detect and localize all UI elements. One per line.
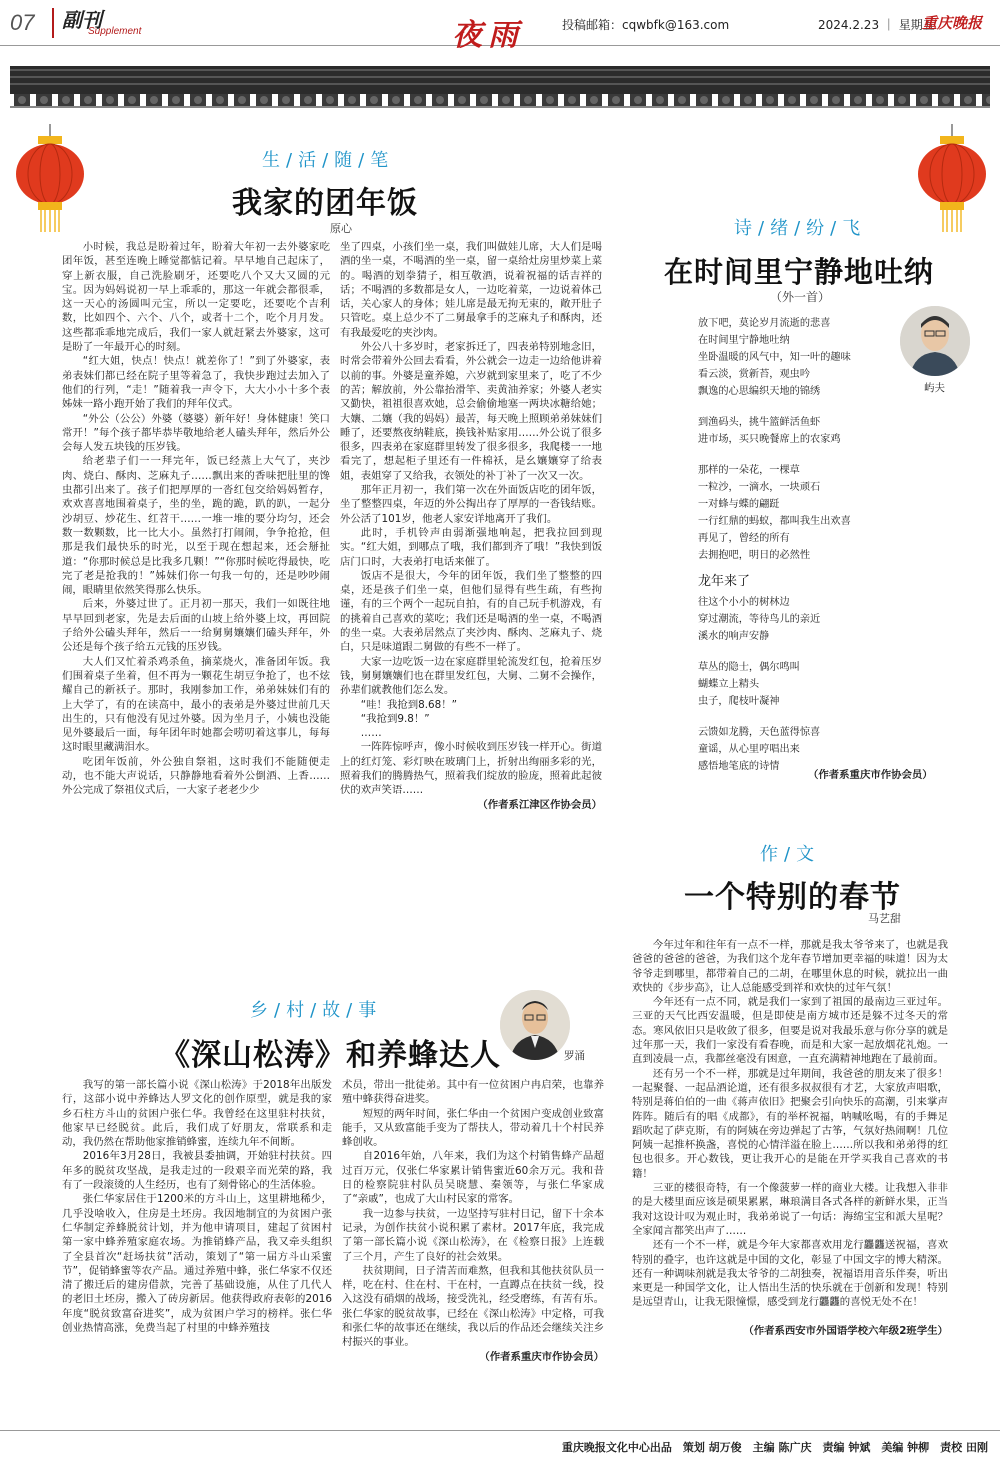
article1-title: 我家的团年饭 <box>232 186 418 221</box>
lantern-right-icon <box>916 124 988 234</box>
author-photo-yufu <box>900 306 970 376</box>
author-photo-luoyong <box>500 990 570 1060</box>
header-divider <box>52 8 54 38</box>
article3-author: 马艺甜 <box>868 912 901 925</box>
article2-signature: （作者系重庆市作协会员） <box>808 769 933 781</box>
article4-column-2: 术员，带出一批徒弟。其中有一位贫困户冉启荣，也靠养殖中蜂获得奋进奖。 短短的两年时间，张仁华由一个贫困户变成创业致富能手，又从致富能手变为了帮扶人，带动着几十个村民养蜂创收。 自2016年始，八年来，我们为这个村销售蜂产品超过百万元，仅张仁华家累计销售蜜近60余万元。我和昔日的检察院驻村队员吴晓慧、秦领等，与张仁华家成了“亲戚”，也成了大山村民家的常客。 我一边参与扶贫，一边坚持写驻村日记，留下十余本记录，为创作扶贫小说积累了素材。2017年底，我完成了第一部长篇小说《深山松涛》，在《检察日报》上连载了三个月，产生了良好的社会效果。 扶贫期间，日子清苦而难熬，但我和其他扶贫队员一样，吃在村、住在村、干在村，一直蹲点在扶贫一线，投入这没有硝烟的战场，接受洗礼，经受磨练，有苦有乐。张仁华家的脱贫故事，已经在《深山松涛》中定格，可我和张仁华的故事还在继续，我以后的作品还会继续关注乡村振兴的事业。 （作者系重庆市作协会员） <box>342 1079 604 1363</box>
poem-2: 往这个小小的树林边 穿过潮流，等待鸟儿的亲近 溪水的响声安静 草丛的隐士，偶尔鸣叫 蝴蝶立上精头 虫子，爬枝叶凝神 云馈如龙腾，天色蓝得惊喜 童谣，从心里哼唱出来 感悟地笔底的诗情 <box>698 597 821 772</box>
poem-2-title: 龙年来了 <box>698 574 751 589</box>
article4-column-1: 我写的第一部长篇小说《深山松涛》于2018年出版发行，这部小说中养蜂达人罗文化的创作原型，就是我的家乡石柱方斗山的贫困户张仁华。我曾经在这里驻村扶贫，他家早已经脱贫。此后，我们成了好朋友，常联系和走动，我仍然在帮助他家推销蜂蜜，连续九年不间断。 2016年3月28日，我被县委抽调，开始驻村扶贫。四年多的脱贫攻坚战，是我走过的一段艰辛而光荣的路，我有了一段滚烫的人生经历，也有了刻骨铭心的生活体验。 张仁华家居住于1200米的方斗山上，这里耕地稀少，几乎没啥收入，住房是土坯房。我因地制宜的为贫困户张仁华制定养蜂脱贫计划，并为他申请项目，建起了贫困村第一家中蜂养殖家庭农场。为推销蜂产品，我又牵头组织了全县首次“赶场扶贫”活动，策划了“第一届方斗山采蜜节”，促销蜂蜜等农产品。通过养殖中蜂，张仁华家不仅还清了搬迁后的建房借款，完善了基础设施，从住了几代人的老旧土坯房，搬入了砖房新居。他获得政府表彰的2016年度“脱贫致富奋进奖”，成为贫困户学习的榜样。张仁华创业热情高涨，免费当起了村里的中蜂养殖技 <box>62 1079 332 1335</box>
article1-column-1: 小时候，我总是盼着过年，盼着大年初一去外婆家吃团年饭，甚至连晚上睡觉都惦记着。早早地自己起床了，穿上新衣服，自己洗脸刷牙，还要吃八个又大又圆的元宝。因为妈妈说初一早上乖乖的，那这一年就会都很乖，这一天心的汤圆叫元宝，所以一定要吃，还要吃个吉利数，比如四个、六个、八个，或者十二个，吃个月月发。这些都乖乖地完成后，我们一家人就赶紧去外婆家，这可是盼了一年最开心的时刻。 “红大姐，快点！快点！就差你了！”到了外婆家，表弟表妹们都已经在院子里等着急了，我快步跑过去加入了他们的行列，“走！”随着我一声令下，大大小小十多个表姊妹一路小跑开始了我们的拜年仪式。 “外公（公公）外婆（婆婆）新年好！身体健康！笑口常开！”每个孩子都毕恭毕敬地给老人磕头拜年，然后外公会每人发五块钱的压岁钱。 给老辈子们一一拜完年，饭已经蒸上大气了，夹沙肉、烧白、酥肉、芝麻丸子……飘出来的香味把肚里的馋虫都引出来了。孩子们把厚厚的一沓红包交给妈妈暂存，欢欢喜喜地围着桌子，坐的坐，跪的跪，趴的趴，一起分沙胡豆、炒花生、红苕干……一堆一堆的要分均匀，还会数一数颗数，比一比大小。虽然打打闹闹，争争抢抢，但那是我们最快乐的时光，以至于现在想起来，还会掰扯道：“你那时候总是比我多几颗！”“你那时候吃得最快，吃完了老是抢我的！”姊妹们你一句我一句的，还是吵吵闹闹，眼睛里依然笑得那么快乐。 后来，外婆过世了。正月初一那天，我们一如既往地早早回到老家，先是去后面的山坡上给外婆上坟，再回院子给外公磕头拜年，然后一一给舅舅孃孃们磕头拜年，外公还是每个孩子给五元钱的压岁钱。 大人们又忙着杀鸡杀鱼，摘菜烧火，准备团年饭。我们围着桌子坐着，但不再为一颗花生胡豆争抢了，也不炫耀自己的新袄子。那时，我刚参加工作，弟弟妹妹们有的上大学了，有的在读高中，最小的表弟是外婆过世前几天出生的，只有他没有见过外婆。因为坐月子，小姨也没能见外婆最后一面，每年团年时她都会唠叨着这事儿，每每这时眼里藏满泪水。 吃团年饭前，外公独自祭祖，这时我们不能随便走动，也不能大声说话，只静静地看着外公倒酒、上香……外公完成了祭祖仪式后，一大家子老老少少 <box>62 241 330 797</box>
section-name-en: Supplement <box>88 26 142 37</box>
page-number: 07 <box>10 10 35 35</box>
roof-tile-band <box>10 66 990 124</box>
page-header <box>0 0 1000 53</box>
article3-body: 今年过年和往年有一点不一样，那就是我太爷爷来了，也就是我爸爸的爸爸的爸爸，为我们这个龙年春节增加更幸福的味道！因为太爷爷走到哪里，都带着自己的二胡，在哪里休息的时候，就拉出一曲欢快的《步步高》，让人总能感受到祥和欢快的过年气氛！ 今年还有一点不同，就是我们一家到了祖国的最南边三亚过年。三亚的天气比西安温暖，但是即使是南方城市还是躲不过冬天的常态。寒风依旧只是收敛了很多，但要是说对我最乐意与你分享的就是过年那一天，我们一家没有看春晚，而是和大家一起放烟花礼炮。一直到凌晨一点，我都丝毫没有困意，一直充满精神地跑在了最前面。 还有另一个不一样，那就是过年期间，我爸爸的朋友来了很多！一起聚餐、一起品酒论道，还有很多叔叔很有才艺，大家放声唱歌，特别是蒋伯伯的一曲《蒋声依旧》把聚会引向快乐的高潮，引来掌声阵阵。随后有的唱《成都》，有的举杯祝福，呐喊吆喝，有的手舞足蹈吹起了萨克斯，有的阿姨在旁边弹起了古筝，气氛好热闹啊！几位阿姨一起推杯换盏，喜悦的心情洋溢在脸上……所以我和弟弟得的红包也很多。开心数钱，更让我开心的是能在开学买我自己喜欢的书籍！ 三亚的楼很奇特，有一个像菠萝一样的商业大楼。让我想入非非的是大楼里面应该是硕果累累，琳琅满目各式各样的新鲜水果，正当我对这设计叹为观止时，我弟弟说了一句话：海绵宝宝和派大星呢？全家闻言都笑出声了…… 还有一个不一样，就是今年大家都喜欢用龙行龘龘送祝福，喜欢特别的叠字，也许这就是中国的文化，彰显了中国文字的博大精深。还有一种调味剂就是我太爷爷的二胡独奏，祝福语用音乐伴奏，听出来更是一种国学文化，让人悟出生活的快乐就在于创新和发现！特别是远望青山，让我无限憧憬，感受到龙行龘龘的喜悦无处不在！ （作者系西安市外国语学校六年级2班学生） <box>632 939 948 1337</box>
column-name: 夜雨 <box>452 18 524 53</box>
newspaper-name: 重庆晚报 <box>922 14 983 32</box>
article2-title: 在时间里宁静地吐纳 <box>664 255 935 289</box>
article2-author: 屿夫 <box>924 382 945 394</box>
poem-1: 放下吧，莫论岁月流逝的悲喜 在时间里宁静地吐纳 坐卧温暖的风气中，知一叶的趣味 看云淡，赏新苔，观虫吟 飘逸的心思编织天地的锦绣 到渔码头，挑牛篮鲜活鱼虾 进市场，买只晚餐席上的农家鸡 那样的一朵花，一棵草 一粒沙，一滴水，一块顽石 一对蜂与蝶的翩跹 一行红鼎的蚂蚁，都叫我生出欢喜 再见了，曾经的所有 去拥抱吧，明日的必然性 <box>698 318 851 561</box>
section-name: 副刊 <box>62 8 102 32</box>
article1-kicker: 生 / 活 / 随 / 笔 <box>262 150 393 171</box>
article2-kicker: 诗 / 绪 / 纷 / 飞 <box>734 218 865 239</box>
article3-title: 一个特别的春节 <box>684 880 901 915</box>
article4-author: 罗涌 <box>564 1050 585 1062</box>
page-footer <box>0 1430 1000 1458</box>
article1-author: 原心 <box>330 222 352 235</box>
footer-credits: 重庆晚报文化中心出品 策划 胡万俊 主编 陈广庆 责编 钟斌 美编 钟柳 责校 田刚 <box>561 1441 988 1454</box>
lantern-left-icon <box>14 124 86 234</box>
article4-kicker: 乡 / 村 / 故 / 事 <box>250 1000 381 1021</box>
article3-kicker: 作 / 文 <box>760 844 819 865</box>
article1-column-2: 坐了四桌，小孩们坐一桌，我们叫做娃儿席，大人们是喝酒的坐一桌，不喝酒的坐一桌，留一桌给灶房里炒菜上菜的。喝酒的划拳猜子，相互敬酒，说着祝福的话吉祥的话；不喝酒的多数都是女人，一边吃着菜，一边说着体己话，关心家人的身体；娃儿席是最无拘无束的，敞开肚子只管吃。桌上总少不了二舅最拿手的芝麻丸子和酥肉，还有我最爱吃的夹沙肉。 外公八十多岁时，老家拆迁了，四表弟特别地念旧，时常会带着外公回去看看，外公就会一边走一边给他讲着以前的事。外婆是童养媳，六岁就到家里来了，吃了不少的苦；解放前，外公靠抬滑竿、卖黄油养家；外婆人老实又勤快，祖祖很喜欢她，总会偷偷地塞一两块冰糖给她；大孃、二孃（我的妈妈）最苦，每天晚上照顾弟弟妹妹们睡了，还要熬夜纳鞋底，换钱补贴家用……外公说了很多很多，四表弟在家庭群里转发了很多很多，我爬楼一一地看完了，想起柜子里还有一件棉袄，是幺孃孃穿了给表姐，表姐穿了又给我，衣领处的补丁补了一次又一次。 那年正月初一，我们第一次在外面饭店吃的团年饭，坐了整整四桌，年迈的外公掏出存了厚厚的一沓钱结账。外公活了101岁，他老人家安详地离开了我们。 此时，手机铃声由弱渐强地响起，把我拉回到现实。“红大姐，到哪点了哦，我们都到齐了哦！”我快到饭店门口时，大表弟打电话来催了。 饭店不是很大，今年的团年饭，我们坐了整整的四桌，还是孩子们坐一桌，但他们显得有些生疏，有些拘谨，有的三个两个一起玩自拍，有的自己玩手机游戏，有的挑着自己喜欢的菜吃；我们还是喝酒的坐一桌，不喝酒的坐一桌。大表弟居然点了夹沙肉、酥肉、芝麻丸子、烧白，只是味道跟二舅做的有些不一样了。 大家一边吃饭一边在家庭群里轮流发红包，抢着压岁钱，舅舅孃孃们也在群里发红包，大舅、二舅不会操作，孙辈们就教他们怎么发。 “哇！我抢到8.68！” “我抢到9.8！” …… 一阵阵惊呼声，像小时候收到压岁钱一样开心。街道上的红灯笼、彩灯映在玻璃门上，折射出绚丽多彩的光，照着我们的腾腾热气，照着我们绽放的脸庞，照着此起彼伏的欢声笑语…… （作者系江津区作协会员） <box>340 241 602 811</box>
article2-subtitle: （外一首） <box>770 290 831 304</box>
article4-title: 《深山松涛》和养蜂达人 <box>160 1038 501 1073</box>
issue-date: 2024.2.23 ｜ 星期五 <box>818 18 935 32</box>
submission-email: 投稿邮箱：cqwbfk@163.com <box>562 18 730 32</box>
